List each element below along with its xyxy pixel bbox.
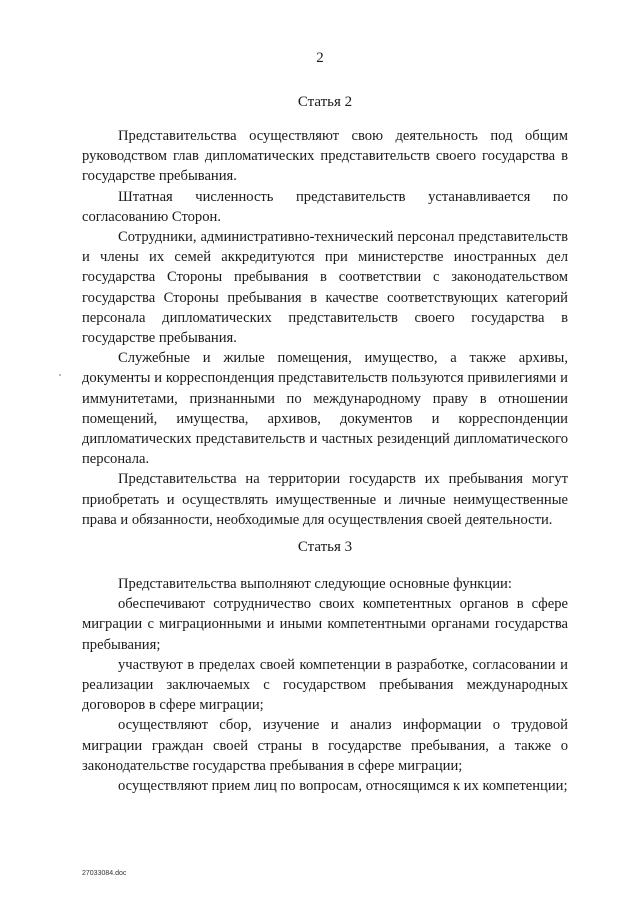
article-2-paragraph: Штатная численность представительств устанавливается по согласованию Сторон. [82,188,568,225]
article-2-paragraph: Служебные и жилые помещения, имущество, а также архивы, документы и корреспонденция представительств пользуются привилегиями и иммунитетами, признанными по международному праву в отношении помещений, имущества, архивов, документов и корреспонденции дипломатических представительств и частных резиденций дипломатического персонала. [82,350,568,468]
article-3-heading: Статья 3 [297,539,353,555]
article-2-body [82,126,568,530]
article-2-heading: Статья 2 [297,94,353,110]
article-3-body [82,574,568,796]
article-2-paragraph: Представительства осуществляют свою деятельность под общим руководством глав дипломатических представительств своего государства в государстве пребывания. [82,128,568,185]
article-3-paragraph: участвуют в пределах своей компетенции в разработке, согласовании и реализации заключаемых с государством пребывания международных договоров в сфере миграции; [82,656,568,714]
scan-speck [59,374,61,376]
article-2-paragraph: Сотрудники, административно-технический персонал представительств и члены их семей аккредитуются при министерстве иностранных дел государства Стороны пребывания в соответствии с законодательством государства Стороны пребывания в качестве соответствующих категорий персонала дипломатических представительств своего государства в государстве пребывания. [82,229,568,347]
footer-file-name: 27033084.doc [82,870,127,877]
page-number: 2 [316,50,324,66]
article-3-paragraph: обеспечивают сотрудничество своих компетентных органов в сфере миграции с миграционными и иными компетентными органами государства пребывания; [82,596,568,653]
article-3-heading-block [82,537,568,557]
article-3-paragraph: осуществляют прием лиц по вопросам, относящимся к их компетенции; [118,778,568,795]
article-2-paragraph: Представительства на территории государств их пребывания могут приобретать и осуществлять имущественные и личные неимущественные права и обязанности, необходимые для осуществления своей деятельности. [82,471,568,528]
article-3-paragraph: Представительства выполняют следующие основные функции: [118,576,512,592]
article-3-paragraph: осуществляют сбор, изучение и анализ информации о трудовой миграции граждан своей страны в государстве пребывания, а также о законодательстве государства пребывания в сфере миграции; [82,717,568,774]
article-2-heading-block [82,92,568,112]
